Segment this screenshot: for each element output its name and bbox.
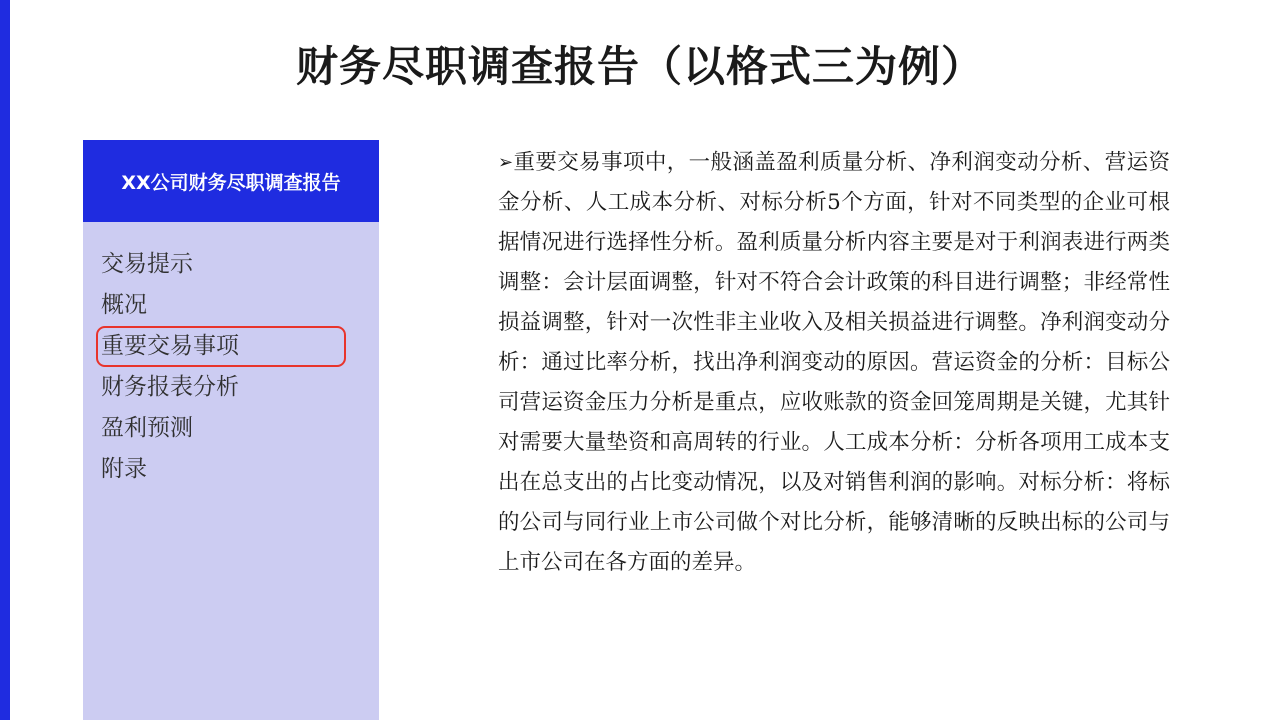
content-paragraph-block xyxy=(498,143,1170,583)
sidebar-header: XX公司财务尽职调查报告 xyxy=(83,140,379,222)
bullet-arrow-icon: ➢ xyxy=(498,152,514,173)
sidebar-list xyxy=(83,222,379,490)
sidebar-item-financial-statement-analysis[interactable]: 财务报表分析 xyxy=(101,374,239,400)
content-paragraph-text: 重要交易事项中，一般涵盖盈利质量分析、净利润变动分析、营运资金分析、人工成本分析、对标分析5个方面，针对不同类型的企业可根据情况进行选择性分析。盈利质量分析内容主要是对于利润表进行两类调整：会计层面调整，针对不符合会计政策的科目进行调整；非经常性损益调整，针对一次性非主业收入及相关损益进行调整。净利润变动分析：通过比率分析，找出净利润变动的原因。营运资金的分析：目标公司营运资金压力分析是重点，应收账款的资金回笼周期是关键，尤其针对需要大量垫资和高周转的行业。人工成本分析：分析各项用工成本支出在总支出的占比变动情况，以及对销售利润的影响。对标分析：将标的公司与同行业上市公司做个对比分析，能够清晰的反映出标的公司与上市公司在各方面的差异。 xyxy=(498,150,1170,575)
page-title: 财务尽职调查报告（以格式三为例） xyxy=(295,42,984,91)
left-accent-bar xyxy=(0,0,10,720)
sidebar-item-overview[interactable]: 概况 xyxy=(101,292,147,318)
sidebar-item-profit-forecast[interactable]: 盈利预测 xyxy=(101,415,193,441)
sidebar-item-transaction-notice[interactable]: 交易提示 xyxy=(101,251,193,277)
sidebar-item-appendix[interactable]: 附录 xyxy=(101,456,147,482)
sidebar-toc-panel xyxy=(83,140,379,720)
sidebar-item-key-transactions[interactable]: 重要交易事项 xyxy=(96,326,346,367)
